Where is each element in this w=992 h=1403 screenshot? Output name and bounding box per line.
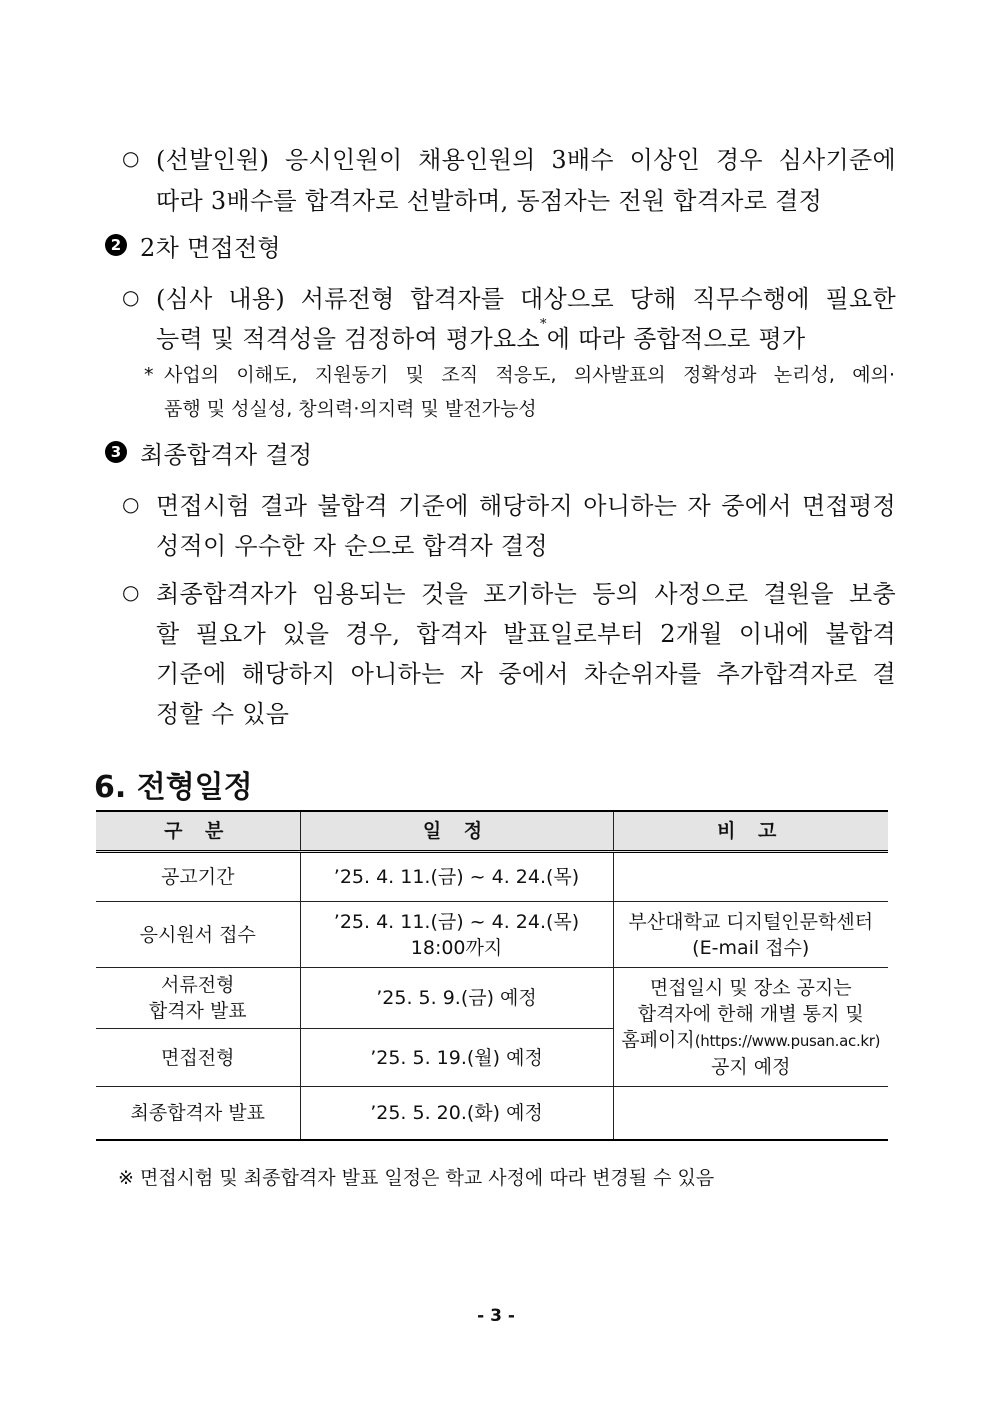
cell-category: 공고기간 <box>96 852 300 902</box>
number-3-icon: 3 <box>105 441 127 463</box>
cell-remark <box>613 1087 888 1140</box>
homepage-url: (https://www.pusan.ac.kr) <box>694 1031 881 1050</box>
cell-remark <box>613 902 888 968</box>
cell-remark-merged <box>613 968 888 1087</box>
text-line <box>156 319 805 354</box>
text-line: 할 필요가 있을 경우, 합격자 발표일로부터 2개월 이내에 불합격 <box>156 620 896 648</box>
text-line: 기준에 해당하지 아니하는 자 중에서 차순위자를 추가합격자로 결 <box>156 660 896 688</box>
cell-category: 최종합격자 발표 <box>96 1087 300 1140</box>
circle-bullet-icon: ○ <box>122 285 140 309</box>
note-line: 사업의 이해도, 지원동기 및 조직 적응도, 의사발표의 정확성과 논리성, 예의· <box>164 364 895 386</box>
cell-schedule: ’25. 5. 20.(화) 예정 <box>300 1087 613 1140</box>
table-row <box>96 1087 888 1140</box>
cell-line: 면접일시 및 장소 공지는 <box>649 976 852 999</box>
circle-bullet-icon: ○ <box>122 146 140 170</box>
cell-schedule: ’25. 5. 9.(금) 예정 <box>300 968 613 1029</box>
circle-bullet-icon: ○ <box>122 492 140 516</box>
cell-line: 18:00까지 <box>410 936 503 959</box>
circle-bullet-icon: ○ <box>122 580 140 604</box>
heading-text: 최종합격자 결정 <box>140 441 313 469</box>
text-line: 최종합격자가 임용되는 것을 포기하는 등의 사정으로 결원을 보충 <box>156 580 896 608</box>
cell-remark <box>613 852 888 902</box>
cell-category: 면접전형 <box>96 1029 300 1087</box>
text-line: (선발인원) 응시인원이 채용인원의 3배수 이상인 경우 심사기준에 <box>156 146 896 174</box>
page-number: - 3 - <box>477 1306 515 1326</box>
number-2-icon: 2 <box>105 234 127 256</box>
cell-line: 공지 예정 <box>711 1055 791 1078</box>
table-row <box>96 968 888 1029</box>
asterisk-mark: * <box>144 364 154 386</box>
cell-schedule: ’25. 4. 11.(금) ~ 4. 24.(목) <box>300 852 613 902</box>
table-header-row <box>96 811 888 852</box>
cell-schedule <box>300 902 613 968</box>
cell-category <box>96 968 300 1029</box>
schedule-table <box>96 810 888 1141</box>
cell-schedule: ’25. 5. 19.(월) 예정 <box>300 1029 613 1087</box>
cell-line <box>614 1027 889 1054</box>
cell-line: 합격자 발표 <box>148 1000 247 1022</box>
text-line-tail: 에 따라 종합적으로 평가 <box>546 325 806 353</box>
header-remark: 비 고 <box>613 811 888 852</box>
footnote-marker: * <box>539 317 547 332</box>
cell-line: 서류전형 <box>161 974 235 996</box>
table-row <box>96 902 888 968</box>
cell-line: ’25. 4. 11.(금) ~ 4. 24.(목) <box>333 910 580 933</box>
header-schedule: 일 정 <box>300 811 613 852</box>
cell-line: (E-mail 접수) <box>692 936 810 959</box>
note-line: 품행 및 성실성, 창의력·의지력 및 발전가능성 <box>164 398 537 420</box>
text-line: 면접시험 결과 불합격 기준에 해당하지 아니하는 자 중에서 면접평정 <box>156 492 896 520</box>
homepage-label: 홈페이지 <box>621 1028 695 1051</box>
section-title: 6. 전형일정 <box>94 770 253 805</box>
table-row <box>96 852 888 902</box>
header-category: 구 분 <box>96 811 300 852</box>
cell-line: 부산대학교 디지털인문학센터 <box>628 910 874 933</box>
text-line: 정할 수 있음 <box>156 700 290 728</box>
text-line: (심사 내용) 서류전형 합격자를 대상으로 당해 직무수행에 필요한 <box>156 285 896 313</box>
cell-category: 응시원서 접수 <box>96 902 300 968</box>
text-line: 따라 3배수를 합격자로 선발하며, 동점자는 전원 합격자로 결정 <box>156 187 823 215</box>
text-line-head: 능력 및 적격성을 검정하여 평가요소 <box>156 325 540 353</box>
cell-line: 합격자에 한해 개별 통지 및 <box>637 1002 864 1025</box>
schedule-footnote: ※ 면접시험 및 최종합격자 발표 일정은 학교 사정에 따라 변경될 수 있음 <box>118 1167 715 1189</box>
heading-text: 2차 면접전형 <box>140 234 281 262</box>
text-line: 성적이 우수한 자 순으로 합격자 결정 <box>156 532 548 560</box>
